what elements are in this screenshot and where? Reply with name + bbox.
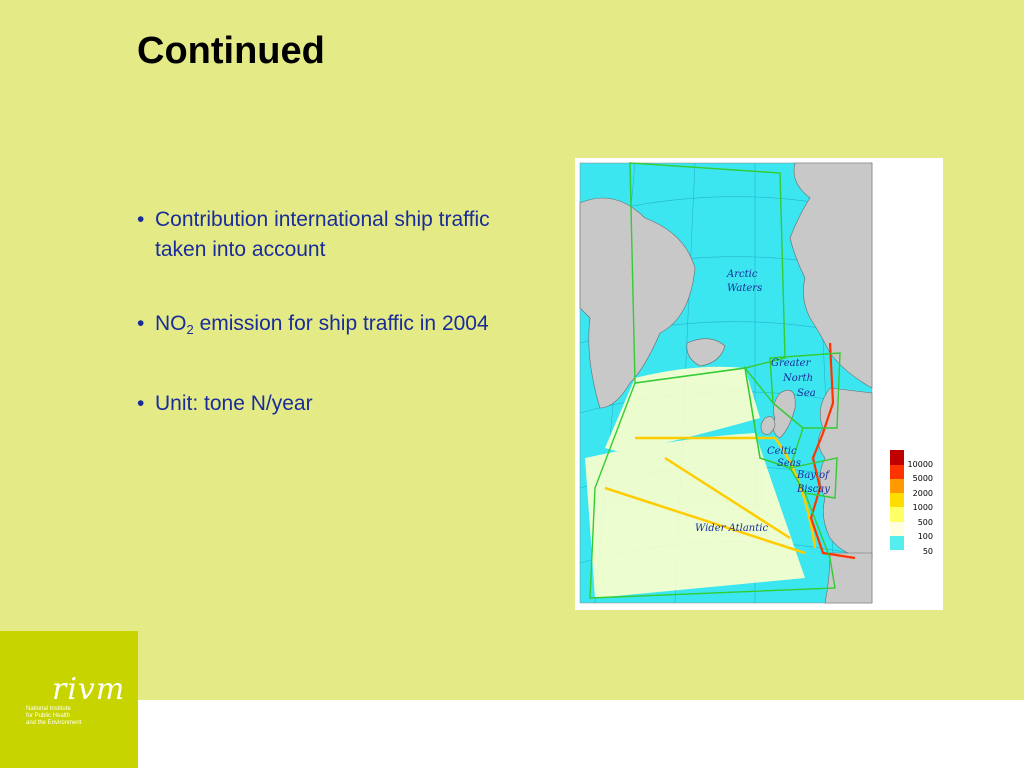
legend-swatch [890,450,904,465]
legend-label: 500 [917,518,933,527]
bullet-list [137,205,517,463]
legend-swatch [890,479,904,493]
arctic-label-1: Arctic [727,269,758,280]
legend-swatch [890,507,904,522]
north-sea-label-3: Sea [797,388,816,399]
legend-label: 2000 [912,489,933,498]
bullet-dot-icon: • [137,392,145,415]
legend-label: 50 [922,547,933,556]
bullet-dot-icon: • [137,312,145,335]
biscay-label-1: Bay of [797,470,829,481]
legend-swatch [890,536,904,550]
slide-title: Continued [137,30,325,72]
legend-label: 5000 [912,474,933,483]
bullet-item: • Unit: tone N/year [137,389,517,419]
legend-label: 1000 [912,503,933,512]
rivm-subtitle: National Institute for Public Health and the Environment [26,706,82,726]
legend-swatch [890,522,904,536]
map-legend [890,450,933,556]
celtic-label-1: Celtic [767,446,797,457]
legend-label: 100 [917,532,933,541]
rivm-logo: rivm [52,672,126,707]
celtic-label-2: Seas [777,458,801,469]
footer-band [0,700,1024,768]
bullet-item: • Contribution international ship traffic taken into account [137,205,517,265]
north-sea-label-1: Greater [771,358,811,369]
bullet-dot-icon: • [137,208,145,231]
atlantic-label: Wider Atlantic [695,523,769,534]
map-svg [575,158,943,610]
bullet-item: • $NO_2$ emission for ship traffic in 2004 [137,309,517,345]
legend-swatch [890,465,904,479]
arctic-label-2: Waters [727,283,763,294]
ship-emission-map [575,158,943,610]
legend-label: 10000 [907,460,933,469]
legend-swatch [890,493,904,507]
north-africa [825,553,872,603]
north-sea-label-2: North [783,373,814,384]
biscay-label-2: Biscay [797,484,830,495]
